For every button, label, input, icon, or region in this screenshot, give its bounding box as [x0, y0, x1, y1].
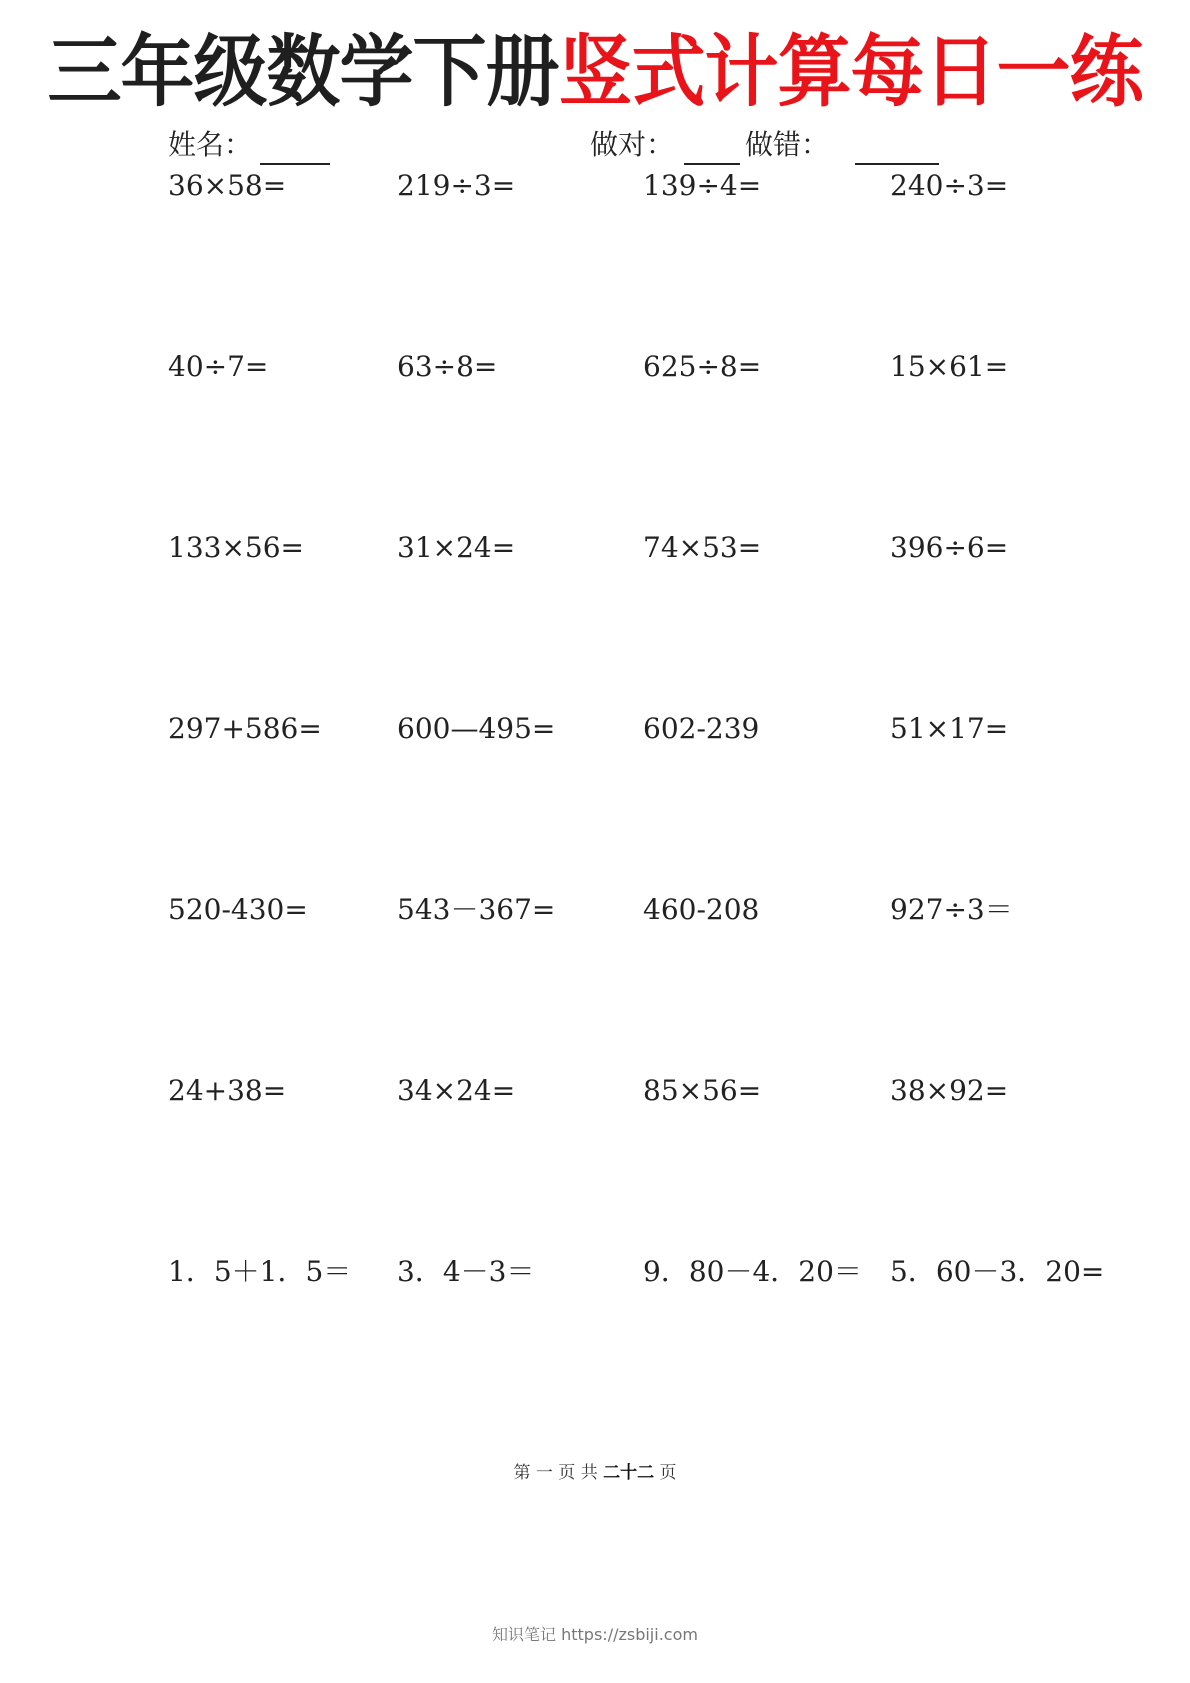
wrong-field: [745, 125, 939, 165]
page-footer: [0, 1458, 1190, 1483]
problem-item: 40÷7=: [168, 350, 269, 383]
problem-item: 297+586=: [168, 712, 322, 745]
problem-item: 85×56=: [643, 1074, 762, 1107]
problem-item: 240÷3=: [890, 169, 1009, 202]
footer-suffix: 页: [654, 1463, 677, 1483]
correct-label: 做对：: [590, 128, 675, 161]
problem-item: 396÷6=: [890, 531, 1009, 564]
problem-item: 520-430=: [168, 893, 308, 926]
footer-total: 二十二: [603, 1463, 655, 1483]
correct-blank[interactable]: [684, 133, 740, 165]
problem-item: 5．60－3．20=: [890, 1255, 1105, 1288]
problem-item: 24+38=: [168, 1074, 287, 1107]
problem-item: 139÷4=: [643, 169, 762, 202]
wrong-blank[interactable]: [855, 133, 939, 165]
problem-item: 3．4－3＝: [397, 1255, 535, 1288]
footer-prefix: 第 一 页 共: [513, 1463, 604, 1483]
name-label: 姓名：: [168, 128, 253, 161]
wrong-label: 做错：: [745, 128, 830, 161]
name-field: [168, 125, 330, 165]
title-red-part: 竖式计算每日一练: [558, 26, 1143, 118]
problem-item: 133×56=: [168, 531, 304, 564]
page-title: [0, 20, 1190, 125]
problem-item: 51×17=: [890, 712, 1009, 745]
problem-item: 543－367=: [397, 893, 556, 926]
problem-item: 219÷3=: [397, 169, 516, 202]
problem-item: 460-208: [643, 893, 760, 926]
problem-item: 15×61=: [890, 350, 1009, 383]
problem-item: 1．5＋1．5＝: [168, 1255, 352, 1288]
watermark: 知识笔记 https://zsbiji.com: [492, 1625, 698, 1644]
title-black-part: 三年级数学下册: [47, 26, 559, 118]
problem-item: 625÷8=: [643, 350, 762, 383]
problem-item: 34×24=: [397, 1074, 516, 1107]
problem-item: 31×24=: [397, 531, 516, 564]
problem-item: 38×92=: [890, 1074, 1009, 1107]
name-blank[interactable]: [260, 133, 330, 165]
problem-item: 600—495=: [397, 712, 556, 745]
problem-item: 9．80－4．20＝: [643, 1255, 862, 1288]
problem-item: 36×58=: [168, 169, 287, 202]
correct-field: [590, 125, 740, 165]
problem-item: 74×53=: [643, 531, 762, 564]
problem-item: 602-239: [643, 712, 760, 745]
problem-item: 63÷8=: [397, 350, 498, 383]
problem-item: 927÷3＝: [890, 893, 1013, 926]
